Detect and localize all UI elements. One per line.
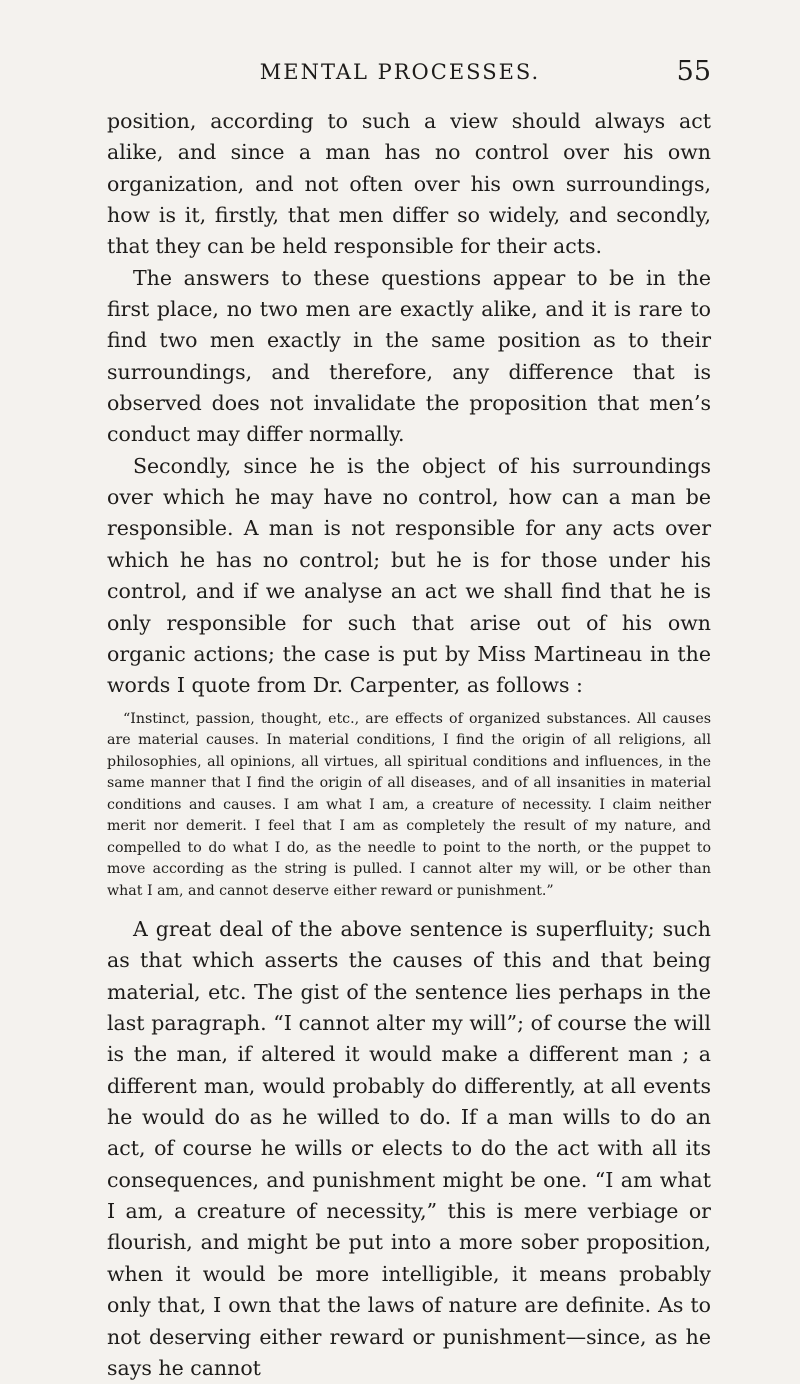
paragraph-continuation: position, according to such a view should always act alike, and since a man has no control over his own organization, and not often over his own surroundings, how is it, firstly, that men differ so widely, and secondly, that they can be held responsible for their acts. xyxy=(107,109,711,259)
running-head-title: MENTAL PROCESSES. xyxy=(259,60,541,84)
paragraph-answers: The answers to these questions appear to be in the first place, no two men are exactly alike, and it is rare to find two men exactly in the same position as to their surroundings, and therefore, any difference that is observed does not invalidate the proposition that men’s conduct may differ normally. xyxy=(107,265,711,447)
paragraph-secondly: Secondly, since he is the object of his surroundings over which he may have no control, how can a man be responsible. A man is not responsible for any acts over which he has no control; but he is for those under his control, and if we analyse an act we shall find that he is only responsible for such that arise out of his own organic actions; the case is put by Miss Martineau in the words I quote from Dr. Carpenter, as follows : xyxy=(107,453,711,698)
page-body xyxy=(107,106,711,1384)
running-head xyxy=(0,56,800,100)
block-quote: “Instinct, passion, thought, etc., are effects of organized substances. All causes are material causes. In material conditions, I find the origin of all religions, all philosophies, all opinions, all virtues, all spiritual conditions and influences, in the same manner that I find the origin of all diseases, and of all insanities in material conditions and causes. I am what I am, a creature of necessity. I claim neither merit nor demerit. I feel that I am as completely the result of my nature, and compelled to do what I do, as the needle to point to the north, or the puppet to move according as the string is pulled. I cannot alter my will, or be other than what I am, and cannot deserve either reward or punishment.” xyxy=(107,710,711,899)
page-number: 55 xyxy=(676,56,711,87)
paragraph-commentary: A great deal of the above sentence is superfluity; such as that which asserts the causes of this and that being material, etc. The gist of the sentence lies perhaps in the last paragraph. “I cannot alter my will”; of course the will is the man, if altered it would make a different man ; a different man, would probably do differently, at all events he would do as he willed to do. If a man wills to do an act, of course he wills or elects to do the act with all its consequences, and punishment might be one. “I am what I am, a creature of necessity,” this is mere verbiage or flourish, and might be put into a more sober proposition, when it would be more intelligible, it means probably only that, I own that the laws of nature are definite. As to not deserving either reward or punishment—since, as he says he cannot xyxy=(107,917,711,1380)
